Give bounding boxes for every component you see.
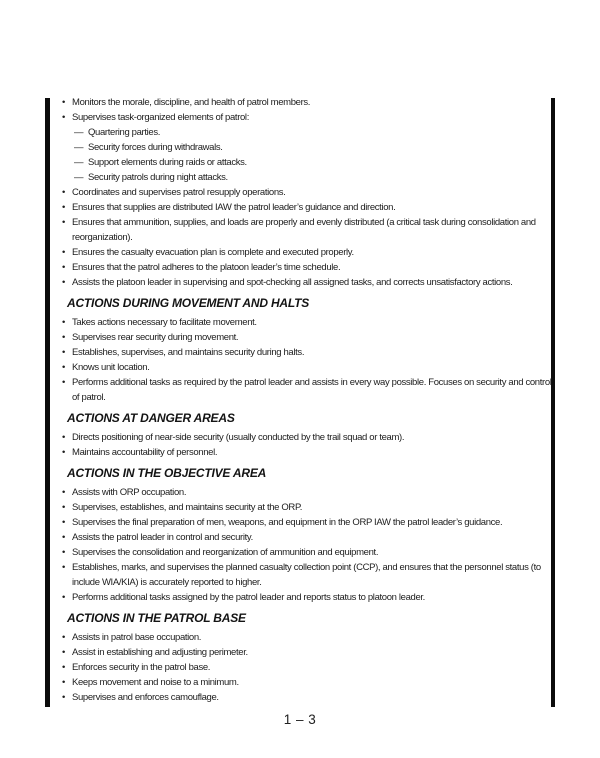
list-item [62,360,556,375]
bullet-marker: • [62,562,65,573]
page-number: 1 – 3 [283,712,317,727]
list-item-text: Establishes, marks, and supervises the planned casualty collection point (CCP), and ensures that the personnel status (to include WIA/KIA) is accurately reported to higher. [72,562,541,588]
bullet-marker: • [62,362,65,373]
bullet-marker: • [62,112,65,123]
list-item-text: Support elements during raids or attacks. [88,157,247,168]
list-item-text: Supervises the final preparation of men, weapons, and equipment in the ORP IAW the patrol leader’s guidance. [72,517,503,528]
dash-marker: — [74,172,84,183]
sub-list-item [62,140,556,155]
list-item-text: Monitors the morale, discipline, and health of patrol members. [72,97,311,108]
list-item [62,375,556,405]
list-item [62,110,556,125]
list-item-text: Assists in patrol base occupation. [72,632,202,643]
document-section [62,297,556,405]
list-item-text: Ensures that the patrol adheres to the platoon leader’s time schedule. [72,262,341,273]
list-item-text: Coordinates and supervises patrol resupply operations. [72,187,286,198]
list-item-text: Quartering parties. [88,127,161,138]
list-item-text: Supervises the consolidation and reorganization of ammunition and equipment. [72,547,379,558]
list-item [62,690,556,705]
list-item [62,560,556,590]
list-item-text: Maintains accountability of personnel. [72,447,218,458]
section-heading: ACTIONS IN THE PATROL BASE [67,611,246,625]
list-item [62,245,556,260]
dash-marker: — [74,142,84,153]
list-item-text: Supervises, establishes, and maintains security at the ORP. [72,502,302,513]
list-item-text: Performs additional tasks as required by the patrol leader and assists in every way possible. Focuses on security and control of patrol. [72,377,552,403]
list-item-text: Enforces security in the patrol base. [72,662,211,673]
bullet-marker: • [62,332,65,343]
list-item [62,530,556,545]
list-item [62,330,556,345]
list-item [62,500,556,515]
bullet-marker: • [62,647,65,658]
bullet-marker: • [62,677,65,688]
list-item [62,315,556,330]
sub-list-item [62,155,556,170]
list-item [62,185,556,200]
bullet-marker: • [62,692,65,703]
bullet-marker: • [62,547,65,558]
document-section [62,95,556,290]
list-item-text: Assists the patrol leader in control and security. [72,532,253,543]
bullet-marker: • [62,502,65,513]
list-item [62,675,556,690]
document-section [62,612,556,705]
dash-marker: — [74,127,84,138]
bullet-marker: • [62,97,65,108]
list-item [62,445,556,460]
list-item [62,95,556,110]
list-item-text: Takes actions necessary to facilitate movement. [72,317,257,328]
list-item [62,630,556,645]
bullet-marker: • [62,517,65,528]
list-item [62,485,556,500]
list-item [62,515,556,530]
list-item-text: Directs positioning of near-side security (usually conducted by the trail squad or team). [72,432,405,443]
bullet-marker: • [62,262,65,273]
list-item-text: Performs additional tasks assigned by the patrol leader and reports status to platoon leader. [72,592,425,603]
list-item-text: Security patrols during night attacks. [88,172,228,183]
list-item-text: Security forces during withdrawals. [88,142,223,153]
bullet-marker: • [62,532,65,543]
bullet-marker: • [62,432,65,443]
list-item [62,200,556,215]
bullet-marker: • [62,447,65,458]
list-item [62,430,556,445]
list-item-text: Assists the platoon leader in supervising and spot-checking all assigned tasks, and corrects unsatisfactory actions. [72,277,513,288]
sub-list-item [62,170,556,185]
bullet-marker: • [62,187,65,198]
list-item-text: Supervises and enforces camouflage. [72,692,219,703]
list-item-text: Ensures the casualty evacuation plan is complete and executed properly. [72,247,354,258]
list-item [62,215,556,245]
list-item [62,645,556,660]
section-heading: ACTIONS DURING MOVEMENT AND HALTS [67,296,310,310]
list-item-text: Supervises rear security during movement. [72,332,239,343]
bullet-marker: • [62,277,65,288]
dash-marker: — [74,157,84,168]
list-item-text: Knows unit location. [72,362,150,373]
list-item-text: Assist in establishing and adjusting perimeter. [72,647,248,658]
list-item-text: Assists with ORP occupation. [72,487,187,498]
list-item-text: Keeps movement and noise to a minimum. [72,677,239,688]
bullet-marker: • [62,487,65,498]
bullet-marker: • [62,202,65,213]
list-item-text: Supervises task-organized elements of patrol: [72,112,249,123]
list-item-text: Ensures that ammunition, supplies, and loads are properly and evenly distributed (a critical task during consolidation and reorganization). [72,217,536,243]
bullet-marker: • [62,592,65,603]
bullet-marker: • [62,247,65,258]
list-item-text: Ensures that supplies are distributed IAW the patrol leader’s guidance and direction. [72,202,396,213]
list-item [62,660,556,675]
bullet-marker: • [62,377,65,388]
list-item [62,260,556,275]
list-item [62,590,556,605]
list-item [62,275,556,290]
sub-list-item [62,125,556,140]
bullet-marker: • [62,662,65,673]
list-item [62,545,556,560]
list-item-text: Establishes, supervises, and maintains security during halts. [72,347,305,358]
bullet-marker: • [62,347,65,358]
bullet-marker: • [62,632,65,643]
list-item [62,345,556,360]
document-body [62,95,556,705]
section-heading: ACTIONS IN THE OBJECTIVE AREA [67,466,267,480]
left-frame-bar [45,98,50,707]
bullet-marker: • [62,217,65,228]
document-section [62,412,556,460]
bullet-marker: • [62,317,65,328]
document-section [62,467,556,605]
section-heading: ACTIONS AT DANGER AREAS [67,411,235,425]
